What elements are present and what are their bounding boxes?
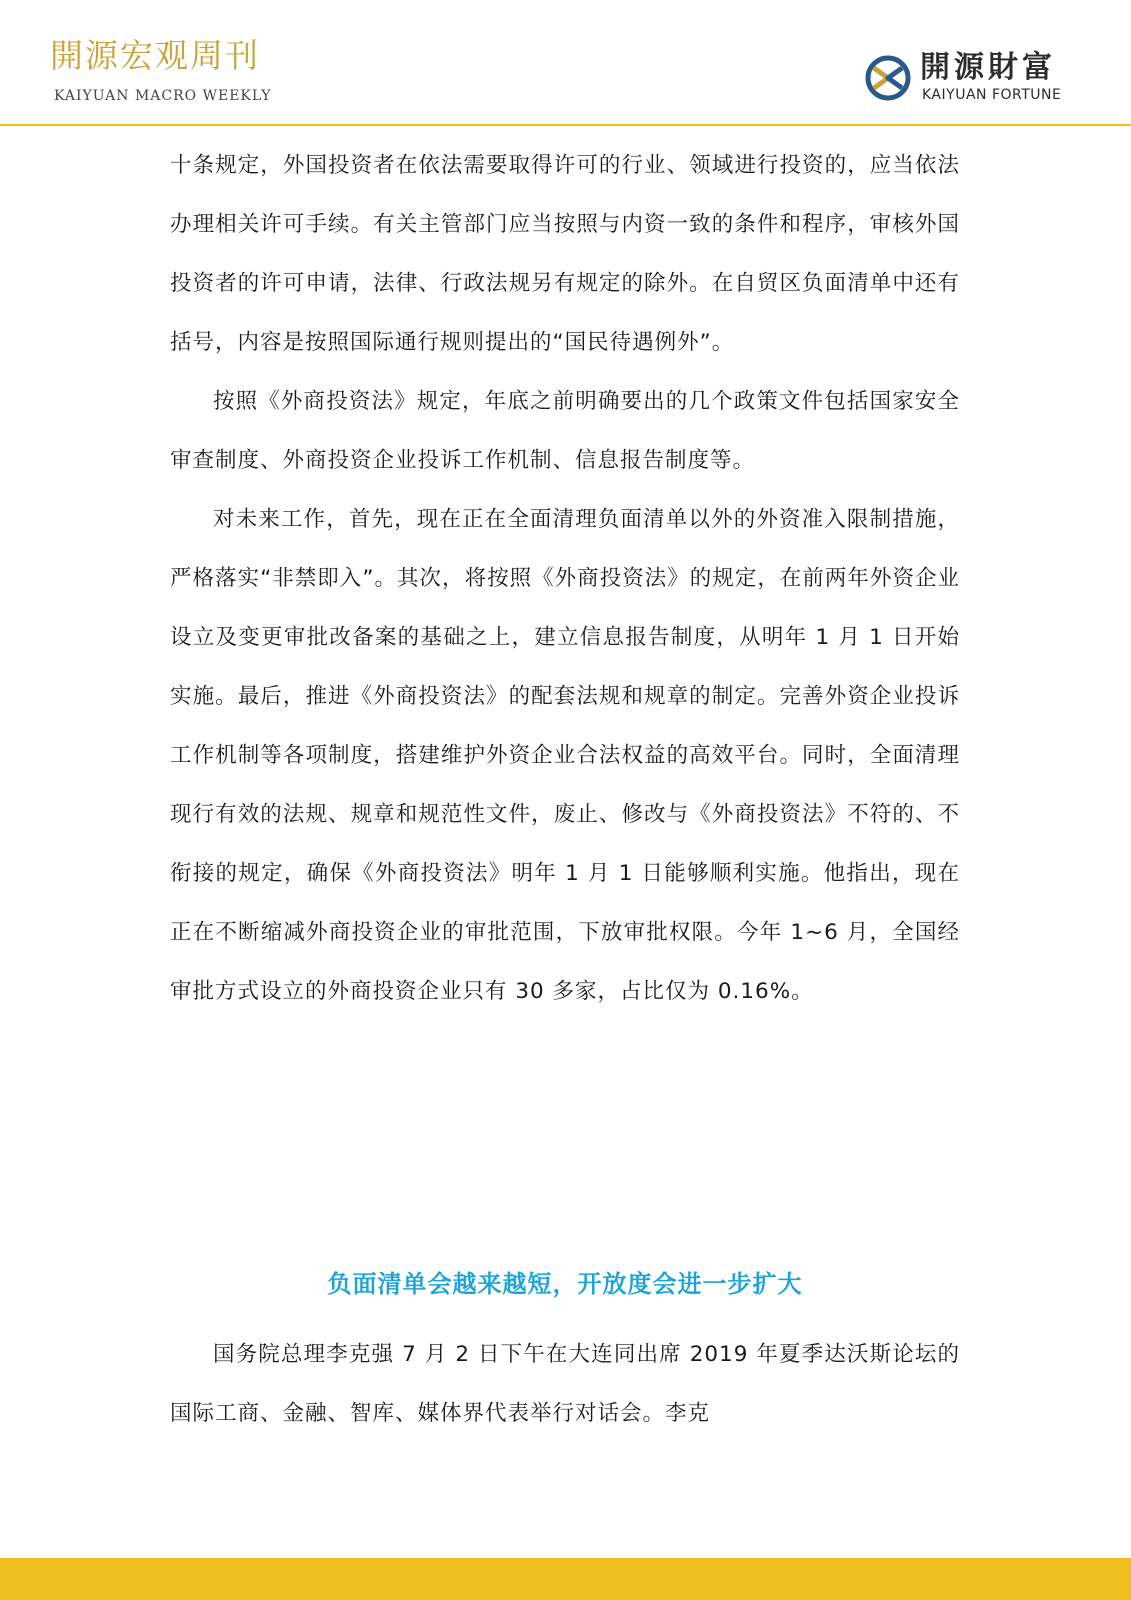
paragraph: 十条规定，外国投资者在依法需要取得许可的行业、领域进行投资的，应当依法办理相关许可手续。有关主管部门应当按照与内资一致的条件和程序，审核外国投资者的许可申请，法律、行政法规另有规定的除外。在自贸区负面清单中还有括号，内容是按照国际通行规则提出的“国民待遇例外”。 — [170, 153, 960, 355]
page-header — [0, 0, 1131, 126]
paragraph: 对未来工作，首先，现在正在全面清理负面清单以外的外资准入限制措施，严格落实“非禁即入”。其次，将按照《外商投资法》的规定，在前两年外资企业设立及变更审批改备案的基础之上，建立信息报告制度，从明年 1 月 1 日开始实施。最后，推进《外商投资法》的配套法规和规章的制定。完善外资企业投诉工作机制等各项制度，搭建维护外资企业合法权益的高效平台。同时，全面清理现行有效的法规、规章和规范性文件，废止、修改与《外商投资法》不符的、不衔接的规定，确保《外商投资法》明年 1 月 1 日能够顺利实施。他指出，现在正在不断缩减外商投资企业的审批范围，下放审批权限。今年 1~6 月，全国经审批方式设立的外商投资企业只有 30 多家，占比仅为 0.16%。 — [170, 507, 960, 1004]
kaiyuan-logo-icon — [864, 54, 912, 102]
header-divider — [0, 124, 1131, 126]
logo-text-en: KAIYUAN FORTUNE — [922, 87, 1062, 103]
publication-title: 開源宏观周刊 — [50, 36, 260, 75]
paragraph: 按照《外商投资法》规定，年底之前明确要出的几个政策文件包括国家安全审查制度、外商投资企业投诉工作机制、信息报告制度等。 — [170, 389, 960, 473]
logo-text-cn: 開源財富 — [920, 50, 1056, 85]
article-body — [170, 136, 960, 1021]
section-heading: 负面清单会越来越短，开放度会进一步扩大 — [327, 1270, 803, 1298]
company-logo — [864, 50, 1104, 106]
section-body — [170, 1325, 960, 1443]
footer-bar — [0, 1558, 1131, 1600]
publication-subtitle: KAIYUAN MACRO WEEKLY — [54, 88, 272, 104]
paragraph: 国务院总理李克强 7 月 2 日下午在大连同出席 2019 年夏季达沃斯论坛的国际工商、金融、智库、媒体界代表举行对话会。李克 — [170, 1342, 960, 1426]
